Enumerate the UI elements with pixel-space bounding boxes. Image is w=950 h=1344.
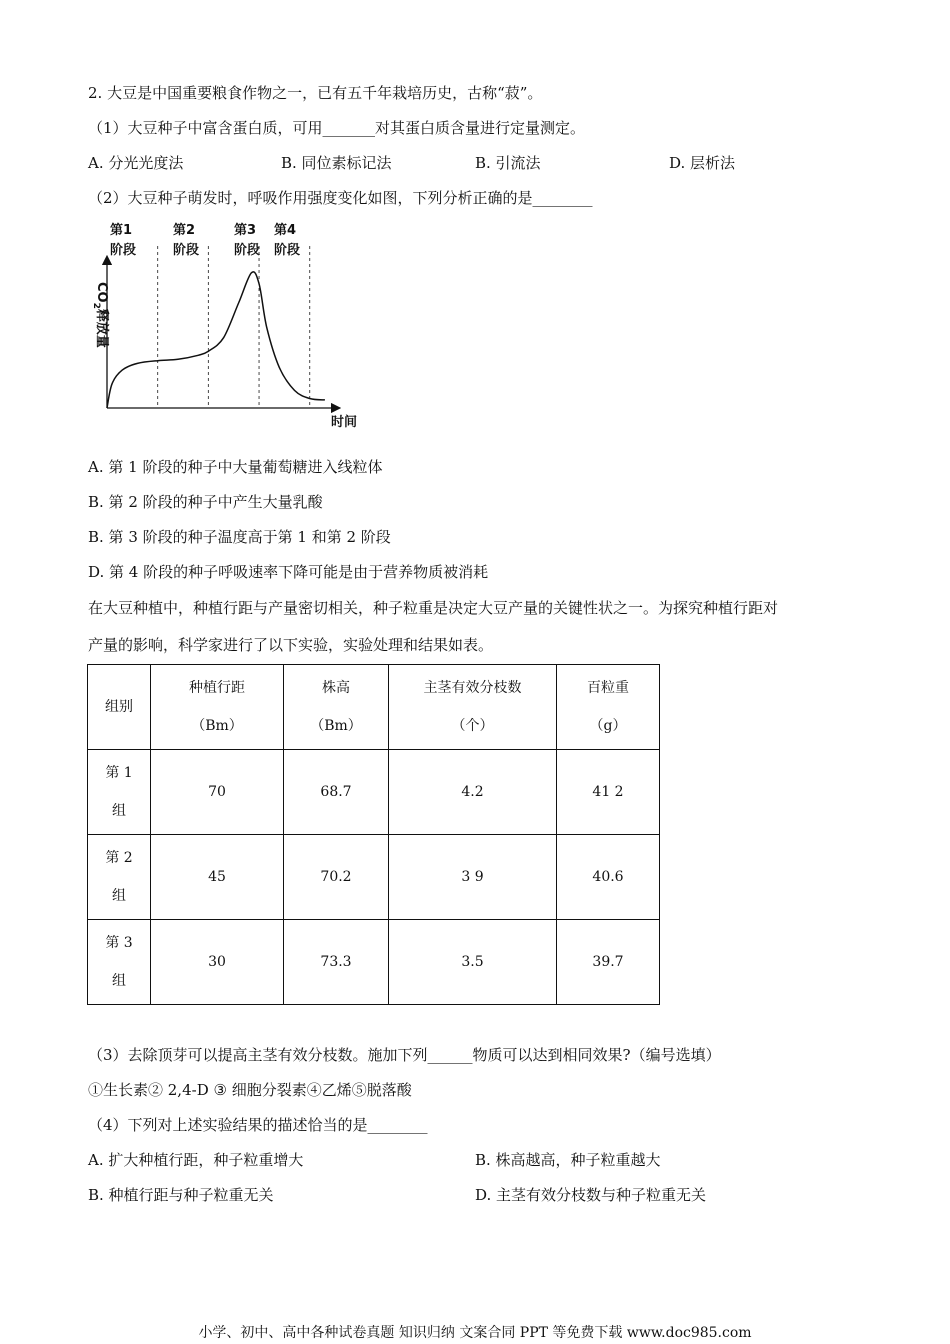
cell-group: 第 3 组 xyxy=(88,920,151,1005)
q3-choices: ①生长素② 2,4-D ③ 细胞分裂素④乙烯⑤脱落酸 xyxy=(88,1081,412,1099)
cell-branches: 3 9 xyxy=(389,835,557,920)
q4-option-a: A. 扩大种植行距，种子粒重增大 xyxy=(88,1151,304,1169)
q2-option-c: B. 第 3 阶段的种子温度高于第 1 和第 2 阶段 xyxy=(88,528,391,546)
q4-option-b: B. 株高越高，种子粒重越大 xyxy=(475,1151,661,1169)
q3-stem: （3）去除顶芽可以提高主茎有效分枝数。施加下列______物质可以达到相同效果?（编号选填） xyxy=(88,1046,721,1064)
stage-label-3: 第3 xyxy=(234,223,257,238)
q1-stem: （1）大豆种子中富含蛋白质，可用_______对其蛋白质含量进行定量测定。 xyxy=(88,119,586,137)
x-axis-label: 时间 xyxy=(331,415,358,430)
q4-stem: （4）下列对上述实验结果的描述恰当的是________ xyxy=(88,1116,428,1134)
cell-spacing: 30 xyxy=(151,920,284,1005)
q1-option-b: B. 同位素标记法 xyxy=(281,154,392,172)
cell-spacing: 70 xyxy=(151,750,284,835)
cell-weight: 41 2 xyxy=(557,750,660,835)
results-table xyxy=(87,664,660,1005)
q1-option-d: D. 层析法 xyxy=(669,154,736,172)
cell-branches: 3.5 xyxy=(389,920,557,1005)
q2-option-a: A. 第 1 阶段的种子中大量葡萄糖进入线粒体 xyxy=(88,458,383,476)
q1-option-c: B. 引流法 xyxy=(475,154,541,172)
table-row xyxy=(88,750,660,835)
stage-sublabel-4: 阶段 xyxy=(274,243,301,258)
q1-option-a: A. 分光光度法 xyxy=(88,154,184,172)
cell-height: 73.3 xyxy=(284,920,389,1005)
q4-option-d: D. 主茎有效分枝数与种子粒重无关 xyxy=(475,1186,707,1204)
stage-sublabel-1: 阶段 xyxy=(110,243,137,258)
stage-sublabel-2: 阶段 xyxy=(173,243,200,258)
co2-release-curve xyxy=(107,272,325,408)
cell-branches: 4.2 xyxy=(389,750,557,835)
cell-height: 68.7 xyxy=(284,750,389,835)
stage-label-1: 第1 xyxy=(110,223,133,238)
cell-weight: 39.7 xyxy=(557,920,660,1005)
cell-group: 第 2 组 xyxy=(88,835,151,920)
respiration-chart-svg xyxy=(88,218,388,438)
page-footer: 小学、初中、高中各种试卷真题 知识归纳 文案合同 PPT 等免费下载 www.doc985.com xyxy=(198,1325,752,1341)
question-intro: 2. 大豆是中国重要粮食作物之一，已有五千年栽培历史，古称“菽”。 xyxy=(88,84,543,102)
stage-label-2: 第2 xyxy=(173,223,196,238)
passage-line-1: 在大豆种植中，种植行距与产量密切相关，种子粒重是决定大豆产量的关键性状之一。为探究种植行距对 xyxy=(88,599,779,617)
stage-label-4: 第4 xyxy=(274,223,297,238)
y-axis-label-sub: 2 xyxy=(91,302,101,309)
svg-text:CO2释放量 xyxy=(91,282,110,348)
y-axis-label-main: CO xyxy=(94,282,109,303)
stage-sublabel-3: 阶段 xyxy=(234,243,261,258)
cell-weight: 40.6 xyxy=(557,835,660,920)
header-branches: 主茎有效分枝数 （个） xyxy=(389,665,557,750)
header-spacing: 种植行距 （Bm） xyxy=(151,665,284,750)
cell-spacing: 45 xyxy=(151,835,284,920)
table-row xyxy=(88,920,660,1005)
header-group: 组别 xyxy=(88,665,151,750)
table-row xyxy=(88,835,660,920)
header-height: 株高 （Bm） xyxy=(284,665,389,750)
passage-line-2: 产量的影响，科学家进行了以下实验，实验处理和结果如表。 xyxy=(88,636,494,654)
y-axis-label-rest: 释放量 xyxy=(94,308,109,348)
table-header-row xyxy=(88,665,660,750)
q2-stem: （2）大豆种子萌发时，呼吸作用强度变化如图，下列分析正确的是________ xyxy=(88,189,593,207)
q4-option-c: B. 种植行距与种子粒重无关 xyxy=(88,1186,274,1204)
header-weight: 百粒重 （g） xyxy=(557,665,660,750)
q2-option-b: B. 第 2 阶段的种子中产生大量乳酸 xyxy=(88,493,323,511)
q2-option-d: D. 第 4 阶段的种子呼吸速率下降可能是由于营养物质被消耗 xyxy=(88,563,489,581)
cell-height: 70.2 xyxy=(284,835,389,920)
y-axis-label xyxy=(91,282,110,348)
cell-group: 第 1 组 xyxy=(88,750,151,835)
respiration-chart xyxy=(88,218,388,438)
